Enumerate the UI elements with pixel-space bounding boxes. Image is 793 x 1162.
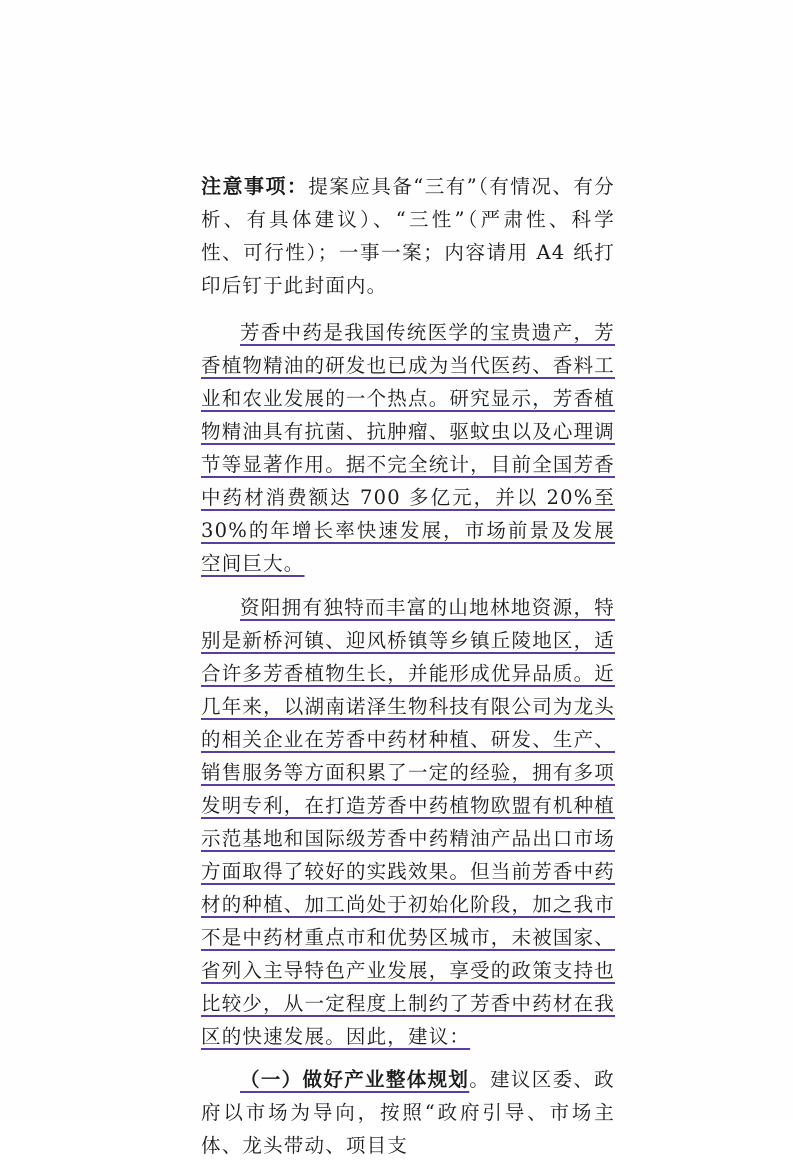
section-1-planning bbox=[201, 1063, 615, 1162]
paragraph-text: 芳香中药是我国传统医学的宝贵遗产，芳香植物精油的研发也已成为当代医药、香料工业和农业发展的一个热点。研究显示，芳香植物精油具有抗菌、抗肿瘤、驱蚊虫以及心理调节等显著作用。据不完全统计，目前全国芳香中药材消费额达 700 多亿元，并以 20%至 30%的年增长率快速发展，市场前景及发展空间巨大。 bbox=[201, 321, 616, 575]
paragraph-aromatic-medicine bbox=[201, 316, 615, 580]
paragraph-text: 资阳拥有独特而丰富的山地林地资源，特别是新桥河镇、迎风桥镇等乡镇丘陵地区，适合许多芳香植物生长，并能形成优异品质。近几年来，以湖南诺泽生物科技有限公司为龙头的相关企业在芳香中药材种植、研发、生产、销售服务等方面积累了一定的经验，拥有多项发明专利，在打造芳香中药植物欧盟有机种植示范基地和国际级芳香中药精油产品出口市场方面取得了较好的实践效果。但当前芳香中药材的种植、加工尚处于初始化阶段，加之我市不是中药材重点市和优势区城市，未被国家、省列入主导特色产业发展，享受的政策支持也比较少，从一定程度上制约了芳香中药材在我区的快速发展。因此，建议： bbox=[201, 596, 616, 1048]
paragraph-ziyang-resources bbox=[201, 591, 615, 1053]
notice-block bbox=[201, 170, 615, 302]
section-1-heading: （一）做好产业整体规划 bbox=[240, 1068, 470, 1091]
proposal-body bbox=[201, 170, 615, 1162]
notice-text: 提案应具备“三有”（有情况、有分析、有具体建议）、“三性”（严肃性、科学性、可行性）；一事一案；内容请用 A4 纸打印后钉于此封面内。 bbox=[201, 175, 616, 297]
section-1-text: 。建议区委、政府以市场为导向，按照“政府引导、市场主体、龙头带动、项目支 bbox=[201, 1068, 615, 1157]
notice-label: 注意事项： bbox=[201, 174, 309, 198]
